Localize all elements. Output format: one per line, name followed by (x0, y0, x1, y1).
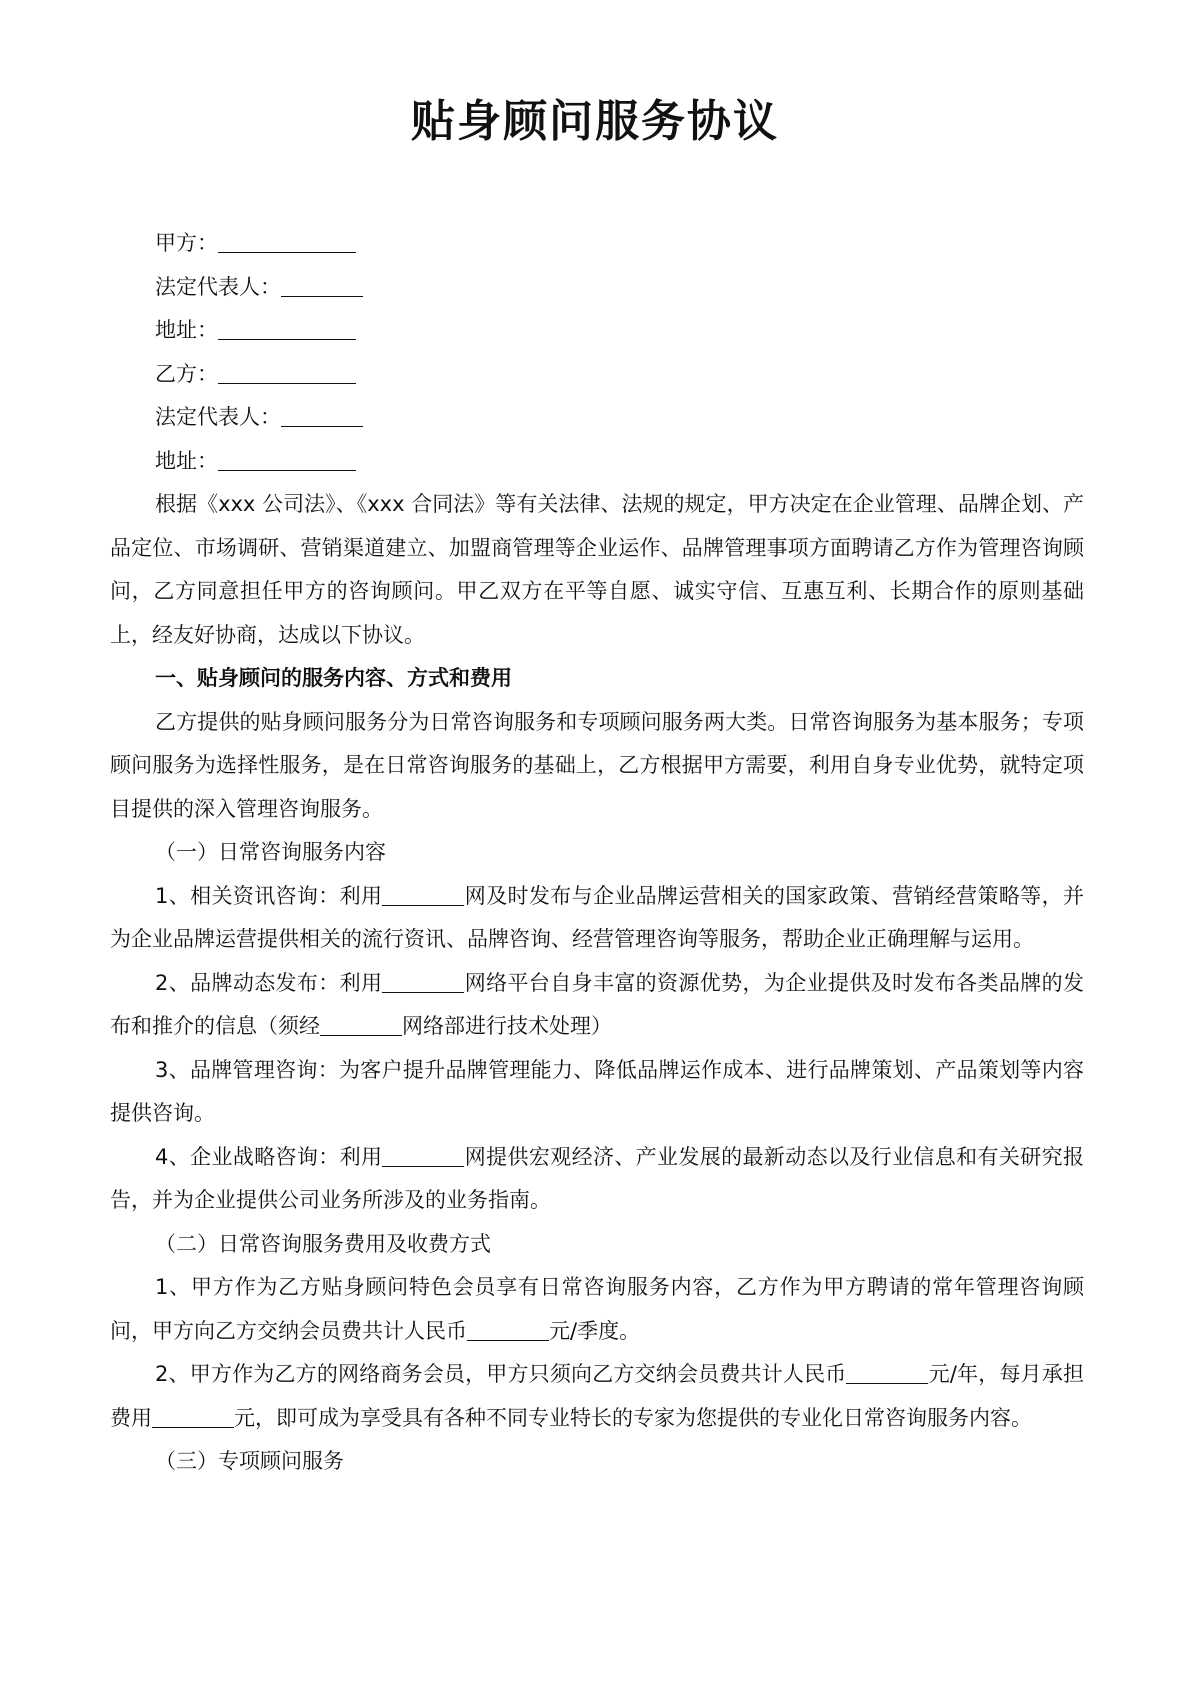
item-4-text-a: 4、企业战略咨询：利用 (155, 1144, 383, 1169)
item-2-blank-2 (320, 1014, 402, 1036)
fee-2-blank-1 (846, 1362, 928, 1384)
party-b-line (110, 353, 1084, 397)
fee-2-paragraph (110, 1353, 1084, 1440)
item-2-paragraph (110, 962, 1084, 1049)
party-a-label: 甲方： (155, 231, 218, 255)
item-2-text-b: 网络平台自身丰富的资源优势，为企业提供及时发布各类品牌的发布和推介的信息（须经 (110, 970, 1084, 1038)
item-3-paragraph: 3、品牌管理咨询：为客户提升品牌管理能力、降低品牌运作成本、进行品牌策划、产品策划等内容提供咨询。 (110, 1057, 1084, 1125)
item-1-paragraph (110, 875, 1084, 962)
party-a-rep-label: 法定代表人： (155, 274, 281, 299)
fee-1-text-b: 元/季度。 (549, 1318, 641, 1343)
fee-2-text-b: 元/年，每月承担费用 (110, 1362, 1085, 1430)
party-b-address-label: 地址： (155, 448, 218, 473)
party-b-address-line (110, 440, 1084, 484)
fee-2-blank-2 (152, 1406, 234, 1428)
fee-1-paragraph (110, 1266, 1084, 1353)
item-2-text-c: 网络部进行技术处理） (402, 1014, 612, 1038)
party-b-label: 乙方： (155, 361, 218, 386)
party-b-address-blank (218, 449, 356, 471)
item-2-blank-1 (382, 971, 464, 993)
party-b-rep-label: 法定代表人： (155, 405, 281, 429)
fee-2-text-a: 2、甲方作为乙方的网络商务会员，甲方只须向乙方交纳会员费共计人民币 (155, 1362, 847, 1386)
item-4-paragraph (110, 1136, 1084, 1223)
item-4-text-b: 网提供宏观经济、产业发展的最新动态以及行业信息和有关研究报告，并为企业提供公司业务所涉及的业务指南。 (110, 1144, 1084, 1212)
party-a-address-blank (218, 318, 356, 340)
subsection-3-heading: （三）专项顾问服务 (155, 1449, 344, 1473)
party-a-blank (218, 231, 356, 253)
party-b-rep-blank (281, 405, 363, 427)
party-a-line (110, 222, 1084, 266)
item-2-text-a: 2、品牌动态发布：利用 (155, 970, 383, 995)
party-a-address-line (110, 309, 1084, 353)
party-a-rep-blank (281, 275, 363, 297)
party-b-rep-line (110, 396, 1084, 440)
section-1-heading: 一、贴身顾问的服务内容、方式和费用 (155, 666, 512, 690)
intro-paragraph: 根据《xxx 公司法》、《xxx 合同法》等有关法律、法规的规定，甲方决定在企业管理、品牌企划、产品定位、市场调研、营销渠道建立、加盟商管理等企业运作、品牌管理事项方面聘请乙方作为管理咨询顾问，乙方同意担任甲方的咨询顾问。甲乙双方在平等自愿、诚实守信、互惠互利、长期合作的原则基础上，经友好协商，达成以下协议。 (110, 492, 1084, 647)
section-1-intro: 乙方提供的贴身顾问服务分为日常咨询服务和专项顾问服务两大类。日常咨询服务为基本服务；专项顾问服务为选择性服务，是在日常咨询服务的基础上，乙方根据甲方需要，利用自身专业优势，就特定项目提供的深入管理咨询服务。 (110, 709, 1084, 821)
document-title: 贴身顾问服务协议 (411, 96, 779, 147)
item-1-blank (382, 884, 464, 906)
party-b-blank (218, 362, 356, 384)
item-4-blank (382, 1145, 464, 1167)
subsection-2-heading: （二）日常咨询服务费用及收费方式 (155, 1231, 491, 1256)
party-a-address-label: 地址： (155, 318, 218, 342)
fee-1-text-a: 1、甲方作为乙方贴身顾问特色会员享有日常咨询服务内容，乙方作为甲方聘请的常年管理咨询顾问，甲方向乙方交纳会员费共计人民币 (110, 1275, 1084, 1343)
fee-1-blank (467, 1319, 549, 1341)
fee-2-text-c: 元，即可成为享受具有各种不同专业特长的专家为您提供的专业化日常咨询服务内容。 (234, 1405, 1032, 1430)
item-1-text-a: 1、相关资讯咨询：利用 (155, 883, 383, 908)
document-body (110, 222, 1084, 1484)
subsection-1-heading: （一）日常咨询服务内容 (155, 840, 386, 864)
party-a-rep-line (110, 266, 1084, 310)
item-1-text-b: 网及时发布与企业品牌运营相关的国家政策、营销经营策略等，并为企业品牌运营提供相关的流行资讯、品牌咨询、经营管理咨询等服务，帮助企业正确理解与运用。 (110, 883, 1084, 951)
